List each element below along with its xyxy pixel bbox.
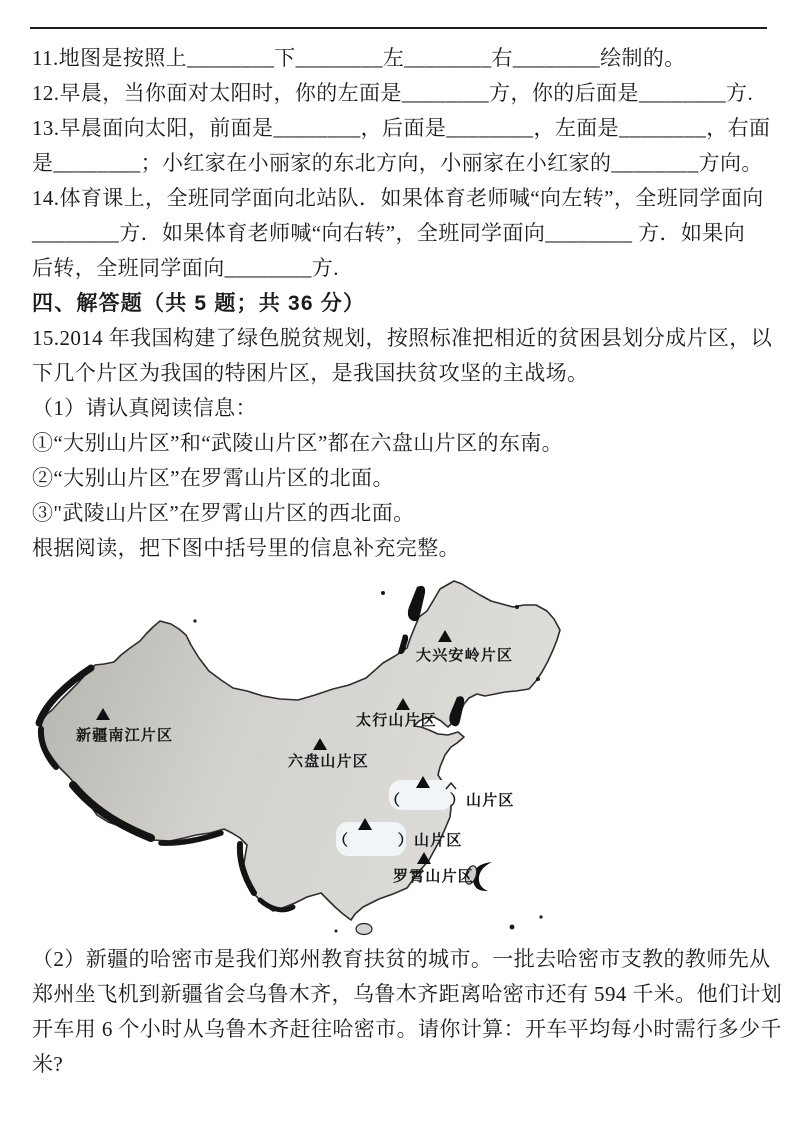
question-15-part1-title: （1）请认真阅读信息：: [32, 396, 257, 420]
question-15-clue-1: ①“大别山片区”和“武陵山片区”都在六盘山片区的东南。: [32, 431, 564, 455]
question-14-line-2: ________方．如果体育老师喊“向右转”，全班同学面向________ 方．如果向: [32, 221, 746, 245]
hainan-island: [356, 924, 372, 935]
question-15-part2-line-2: 郑州坐飞机到新疆省会乌鲁木齐，乌鲁木齐距离哈密市还有 594 千米。他们计划: [32, 982, 783, 1006]
china-map: [33, 577, 563, 940]
question-15-part2-block: [32, 942, 783, 1082]
question-14-line-1: 14.体育课上，全班同学面向北站队．如果体育老师喊“向左转”，全班同学面向: [32, 186, 764, 210]
question-15-clue-2: ②“大别山片区”在罗霄山片区的北面。: [32, 466, 394, 490]
map-label-blank-south: （ ）山片区: [333, 833, 463, 849]
question-15-part2-line-4: 米?: [32, 1052, 64, 1076]
question-15-instruction: 根据阅读，把下图中括号里的信息补充完整。: [32, 536, 460, 560]
question-15-part2-line-3: 开车用 6 个小时从乌鲁木齐赶往哈密市。请你计算：开车平均每小时需行多少千: [32, 1017, 782, 1041]
question-13-line-1: 13.早晨面向太阳，前面是________，后面是________，左面是________，右面: [32, 116, 771, 140]
question-15-clue-3: ③"武陵山片区”在罗霄山片区的西北面。: [32, 501, 415, 525]
map-label-blank-north: （ ）山片区: [385, 793, 515, 809]
map-label-taihangshan: 太行山片区: [356, 713, 438, 729]
question-11: 11.地图是按照上________下________左________右________绘制的。: [32, 46, 686, 70]
question-15-intro-line-2: 下几个片区为我国的特困片区，是我国扶贫攻坚的主战场。: [32, 361, 589, 385]
map-label-xinjiangnanjiang: 新疆南江片区: [76, 728, 174, 744]
map-label-daxinganling: 大兴安岭片区: [416, 648, 514, 664]
question-15-part2-line-1: （2）新疆的哈密市是我们郑州教育扶贫的城市。一批去哈密市支教的教师先从: [32, 947, 771, 971]
questions-block: [32, 41, 777, 566]
top-rule: [30, 27, 767, 29]
question-12: 12.早晨，当你面对太阳时，你的左面是________方，你的后面是________方.: [32, 81, 754, 105]
question-13-line-2: 是________；小红家在小丽家的东北方向，小丽家在小红家的________方向。: [32, 151, 763, 175]
question-15-intro-line-1: 15.2014 年我国构建了绿色脱贫规划，按照标准把相近的贫困县划分成片区，以: [32, 326, 773, 350]
china-map-figure: [33, 577, 563, 940]
map-label-luoxiaoshan: 罗霄山片区: [393, 869, 475, 885]
question-14-line-3: 后转，全班同学面向________方.: [32, 256, 339, 280]
map-label-liupanshan: 六盘山片区: [288, 754, 370, 770]
section-4-header: 四、解答题（共 5 题；共 36 分）: [32, 292, 366, 315]
